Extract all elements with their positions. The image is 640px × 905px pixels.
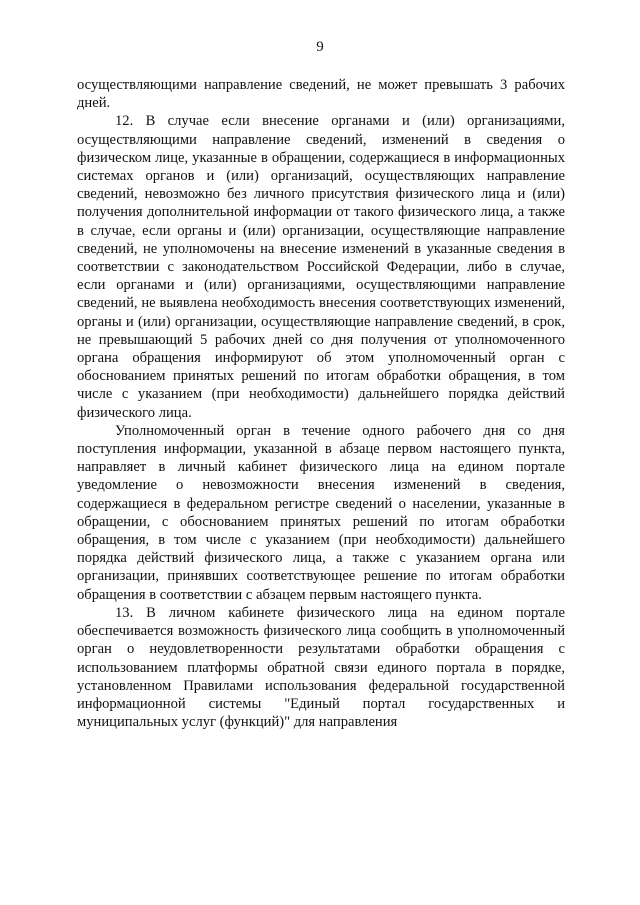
paragraph-item-12: 12. В случае если внесение органами и (или) организациями, осуществляющими направление сведений, изменений в сведения о физическом лице, указанные в обращении, содержащиеся в информационных системах органов и (или) организаций, осуществляющих направление сведений, невозможно без личного присутствия физического лица и (или) получения дополнительной информации от такого физического лица, а также в случае, если органы и (или) организации, осуществляющие направление сведений, не уполномочены на внесение изменений в указанные сведения в соответствии с законодательством Российской Федерации, либо в случае, если органами и (или) организациями, осуществляющими направление сведений, не выявлена необходимость внесения соответствующих изменений, органы и (или) организации, осуществляющие направление сведений, в срок, не превышающий 5 рабочих дней со дня получения от уполномоченного органа обращения информируют об этом уполномоченный орган с обоснованием принятых решений по итогам обработки обращения, в том числе с указанием (при необходимости) дальнейшего порядка действий физического лица. xyxy=(77,113,565,421)
paragraph-item-13: 13. В личном кабинете физического лица на едином портале обеспечивается возможность физического лица сообщить в уполномоченный орган о неудовлетворенности результатами обработки обращения с использованием платформы обратной связи единого портала в порядке, установленном Правилами использования федеральной государственной информационной системы "Единый портал государственных и муниципальных услуг (функций)" для направления xyxy=(77,604,565,731)
paragraph-notification: Уполномоченный орган в течение одного рабочего дня со дня поступления информации, указанной в абзаце первом настоящего пункта, направляет в личный кабинет физического лица на едином портале уведомление о невозможности внесения изменений в сведения, содержащиеся в федеральном регистре сведений о населении, указанные в обращении, с обоснованием принятых решений по итогам обработки обращения, в том числе с указанием (при необходимости) дальнейшего порядка действий физического лица, а также с указанием органа или организации, принявших соответствующее решение по итогам обработки обращения в соответствии с абзацем первым настоящего пункта. xyxy=(77,422,565,603)
page-number: 9 xyxy=(316,39,324,55)
document-body xyxy=(77,76,565,731)
paragraph-continuation: осуществляющими направление сведений, не может превышать 3 рабочих дней. xyxy=(77,77,565,112)
